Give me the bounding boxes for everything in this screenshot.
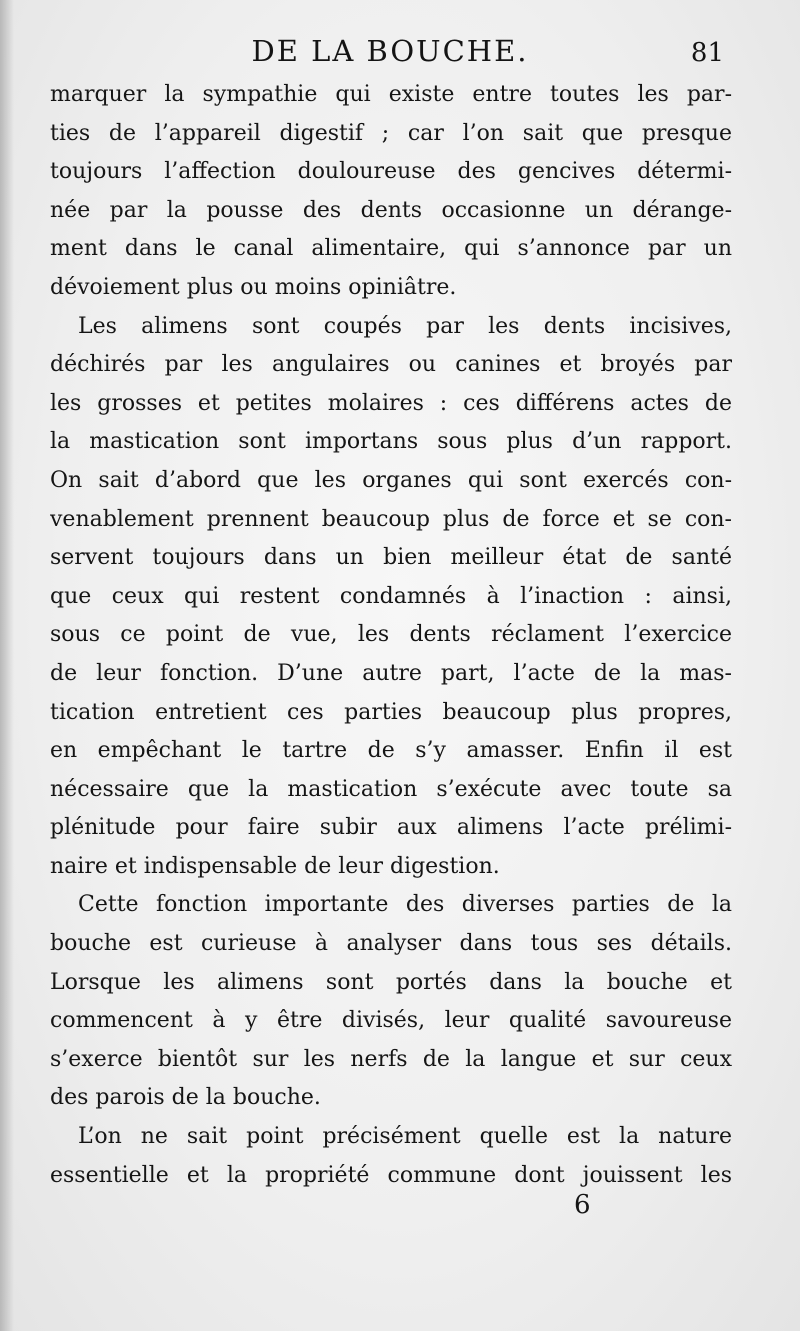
text-line: commencent à y être divisés, leur qualité savoureuse (50, 1008, 732, 1034)
text-line: dévoiement plus ou moins opiniâtre. (50, 274, 457, 300)
text-line: On sait d’abord que les organes qui sont exercés con- (50, 467, 732, 493)
text-line: sous ce point de vue, les dents réclament l’exercice (50, 622, 732, 648)
text-line: essentielle et la propriété commune dont jouissent les (50, 1162, 732, 1188)
signature-mark: 6 (574, 1190, 591, 1220)
text-line: les grosses et petites molaires : ces différens actes de (50, 390, 732, 416)
text-line: de leur fonction. D’une autre part, l’acte de la mas- (50, 660, 732, 686)
text-line: ties de l’appareil digestif ; car l’on sait que presque (50, 120, 732, 146)
text-line: la mastication sont importans sous plus d’un rapport. (50, 429, 732, 455)
text-line: venablement prennent beaucoup plus de force et se con- (50, 506, 732, 532)
text-line: marquer la sympathie qui existe entre toutes les par- (50, 82, 732, 107)
text-line: s’exerce bientôt sur les nerfs de la langue et sur ceux (50, 1046, 732, 1072)
text-line: des parois de la bouche. (50, 1085, 321, 1111)
text-line: toujours l’affection douloureuse des gencives détermi- (50, 159, 732, 185)
text-line: servent toujours dans un bien meilleur état de santé (50, 545, 732, 571)
text-line: plénitude pour faire subir aux alimens l’acte prélimi- (50, 815, 732, 841)
text-line: Lorsque les alimens sont portés dans la bouche et (50, 969, 732, 995)
body-text (50, 76, 732, 1195)
text-line: bouche est curieuse à analyser dans tous ses détails. (50, 931, 732, 957)
paragraph-start-line: Les alimens sont coupés par les dents incisives, (78, 313, 732, 339)
text-line: déchirés par les angulaires ou canines et broyés par (50, 352, 732, 378)
paragraph-start-line: L’on ne sait point précisément quelle est la nature (78, 1124, 732, 1150)
text-line: ment dans le canal alimentaire, qui s’annonce par un (50, 236, 732, 262)
page-number: 81 (690, 38, 724, 68)
page-binding-shadow (0, 0, 14, 1331)
text-line: nécessaire que la mastication s’exécute avec toute sa (50, 776, 732, 802)
text-line: en empêchant le tartre de s’y amasser. Enfin il est (50, 738, 732, 764)
text-line: tication entretient ces parties beaucoup plus propres, (50, 699, 732, 725)
text-line: naire et indispensable de leur digestion. (50, 853, 500, 879)
paragraph-start-line: Cette fonction importante des diverses parties de la (78, 892, 732, 918)
text-line: que ceux qui restent condamnés à l’inaction : ainsi, (50, 583, 732, 609)
text-line: née par la pousse des dents occasionne un dérange- (50, 197, 732, 223)
page-header (50, 34, 730, 74)
running-head: DE LA BOUCHE. (251, 34, 529, 68)
